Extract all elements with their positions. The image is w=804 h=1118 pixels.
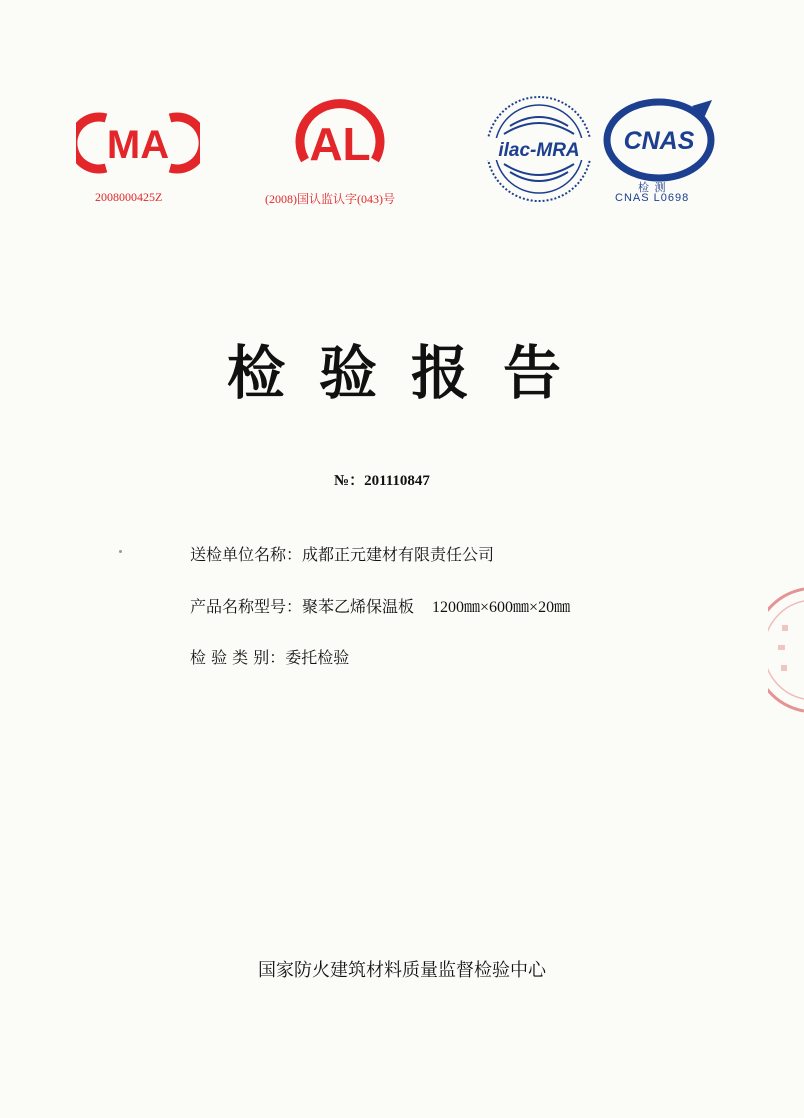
issuing-organization: 国家防火建筑材料质量监督检验中心 [258, 960, 546, 981]
cma-caption: 2008000425Z [95, 190, 163, 204]
cma-logo [76, 112, 200, 174]
official-seal-partial [768, 585, 804, 719]
product-size: 1200㎜×600㎜×20㎜ [432, 599, 571, 616]
field-value: 成都正元建材有限责任公司 [302, 545, 495, 564]
page-title: 检验报告 [226, 339, 595, 407]
cnas-sub-label: 检 测 [638, 181, 667, 194]
svg-text:AL: AL [309, 118, 371, 170]
svg-text:ilac-MRA: ilac-MRA [498, 140, 580, 161]
svg-text:MA: MA [106, 123, 170, 167]
scan-speck [119, 550, 122, 553]
ilac-mra-logo [482, 94, 596, 204]
field-inspection-type [190, 645, 349, 668]
cal-logo [287, 94, 393, 174]
field-label: 检 验 类 别： [190, 648, 286, 667]
field-product [190, 594, 570, 617]
cnas-caption: CNAS L0698 [615, 192, 690, 204]
field-submitter [190, 542, 494, 565]
report-number [334, 469, 430, 490]
field-value: 委托检验 [285, 648, 350, 667]
cal-caption: (2008)国认监认字(043)号 [265, 192, 395, 206]
svg-text:CNAS: CNAS [623, 127, 695, 155]
field-label: 产品名称型号： [190, 597, 303, 616]
field-value: 聚苯乙烯保温板 [302, 597, 415, 616]
report-number-label: №： [334, 473, 365, 489]
cnas-logo [600, 96, 718, 182]
report-number-value: 201110847 [364, 473, 430, 489]
field-label: 送检单位名称： [190, 545, 303, 564]
